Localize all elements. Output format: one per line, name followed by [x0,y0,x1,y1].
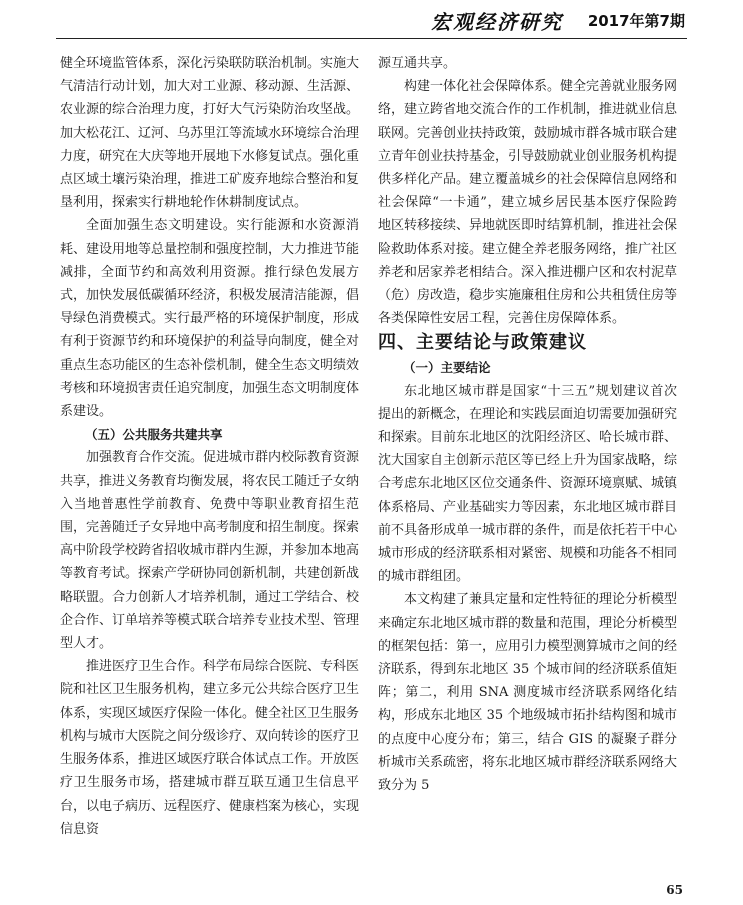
body-paragraph: 构建一体化社会保障体系。健全完善就业服务网络，建立跨省地交流合作的工作机制，推进就业信息联网。完善创业扶持政策，鼓励城市群各城市联合建立青年创业扶持基金，引导鼓励就业创业服务机构提供多样化产品。建立覆盖城乡的社会保障信息网络和社会保障“一卡通”，建立城乡居民基本医疗保险跨地区转移接续、异地就医即时结算机制，推进社会保险救助体系对接。建立健全养老服务网络，推广社区养老和居家养老相结合。深入推进棚户区和农村泥草（危）房改造，稳步实施廉租住房和公共租赁住房等各类保障性安居工程，完善住房保障体系。 [378,79,678,327]
right-column [378,52,677,797]
body-paragraph: 加强教育合作交流。促进城市群内校际教育资源共享，推进义务教育均衡发展，将农民工随迁子女纳入当地普惠性学前教育、免费中等职业教育招生范围，完善随迁子女异地中高考制度和招生制度。探索高中阶段学校跨省招收城市群内生源，并参加本地高等教育考试。探索产学研协同创新机制，共建创新战略联盟。合力创新人才培养机制，通过工学结合、校企合作、订单培养等模式联合培养专业技术型、管理型人才。 [60,450,360,652]
issue-label: 2017年第7期 [587,12,685,30]
body-paragraph: 健全环境监管体系，深化污染联防联治机制。实施大气清洁行动计划，加大对工业源、移动源、生活源、农业源的综合治理力度，打好大气污染防治攻坚战。加大松花江、辽河、乌苏里江等流域水环境综合治理力度，研究在大庆等地开展地下水修复试点。强化重点区域土壤污染治理，推进工矿废弃地综合整治和复垦利用，探索实行耕地轮作休耕制度试点。 [60,56,360,211]
journal-name: 宏观经济研究 [431,10,563,34]
body-paragraph: 东北地区城市群是国家“十三五”规划建议首次提出的新概念，在理论和实践层面迫切需要加强研究和探索。目前东北地区的沈阳经济区、哈长城市群、沈大国家自主创新示范区等已经上升为国家战略，综合考虑东北地区区位交通条件、资源环境禀赋、城镇体系格局、产业基础实力等因素，东北地区城市群目前不具备形成单一城市群的条件，而是依托若干中心城市形成的经济联系相对紧密、规模和功能各不相同的城市群组团。 [378,383,678,585]
subsection-heading: （五）公共服务共建共享 [85,427,223,443]
header-rule [56,38,687,39]
running-header [0,0,743,40]
section-heading: 四、主要结论与政策建议 [378,332,587,354]
left-column [60,52,359,841]
body-paragraph: 源互通共享。 [378,56,457,71]
subsection-heading: （一）主要结论 [403,360,491,376]
body-paragraph: 本文构建了兼具定量和定性特征的理论分析模型来确定东北地区城市群的数量和范围，理论分析模型的框架包括：第一，应用引力模型测算城市之间的经济联系，得到东北地区 35 个城市间的经济联系值矩阵；第二，利用 SNA 测度城市经济联系网络化结构，形成东北地区 35 个地级城市拓扑结构图和城市的点度中心度分布；第三，结合 GIS 的凝聚子群分析城市关系疏密，将东北地区城市群经济联系网络大致分为 5 [378,592,678,794]
body-paragraph: 推进医疗卫生合作。科学布局综合医院、专科医院和社区卫生服务机构，建立多元公共综合医疗卫生体系，实现区域医疗保险一体化。健全社区卫生服务机构与城市大医院之间分级诊疗、双向转诊的医疗卫生服务体系，推进区域医疗联合体试点工作。开放医疗卫生服务市场，搭建城市群互联互通卫生信息平台，以电子病历、远程医疗、健康档案为核心，实现信息资 [60,659,360,837]
body-paragraph: 全面加强生态文明建设。实行能源和水资源消耗、建设用地等总量控制和强度控制，大力推进节能减排，全面节约和高效利用资源。推行绿色发展方式，加快发展低碳循环经济，积极发展清洁能源，倡导绿色消费模式。实行最严格的环境保护制度，形成有利于资源节约和环境保护的利益导向制度，健全对重点生态功能区的生态补偿机制，健全生态文明绩效考核和环境损害责任追究制度，加强生态文明制度体系建设。 [60,218,360,420]
page-number: 65 [666,883,683,897]
